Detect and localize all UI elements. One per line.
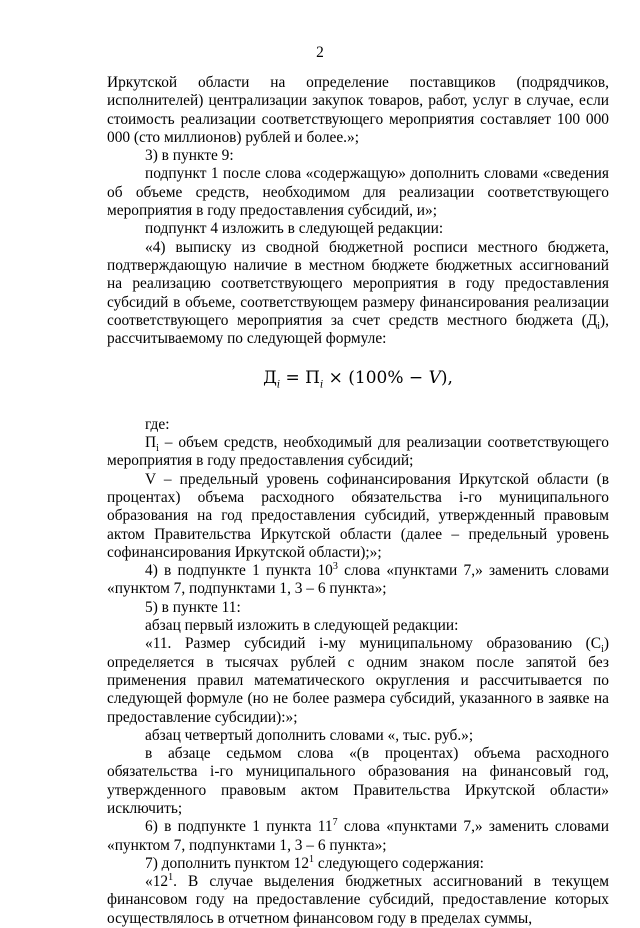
page-number: 2 — [316, 44, 324, 61]
paragraph-9: 4) в подпункте 1 пункта $10^3$ слова «пунктами 7,» заменить словами «пунктом 7, подпунктами 1, 3 – 6 пункта»; — [107, 561, 610, 598]
paragraph-16: 7) дополнить пунктом $12^1$ следующего содержания: — [145, 853, 484, 872]
paragraph-2: 3) в пункте 9: — [145, 147, 234, 165]
paragraph-13: абзац четвертый дополнить словами «, тыс. руб.»; — [145, 726, 474, 744]
paragraph-3: подпункт 1 после слова «содержащую» дополнить словами «сведения об объеме средств, необходимом для реализации соответствующего мероприятия в году предоставления субсидий, и»; — [107, 165, 609, 220]
paragraph-14: в абзаце седьмом слова «(в процентах) объема расходного обязательства i-го муниципального образования на финансовый год, утвержденного правовым актом Правительства Иркутской области» исключить; — [107, 745, 609, 817]
formula: $Д_i = П_i \times (100\% - V)$, — [263, 368, 453, 391]
paragraph-4: подпункт 4 изложить в следующей редакции: — [145, 220, 444, 238]
paragraph-8: V – предельный уровень софинансирования Иркутской области (в процентах) объема расходного обязательства i-го муниципального образования на год предоставления субсидий, утвержденный правовым актом Правительства Иркутской области (далее – предельный уровень софинансирования Иркутской области);»; — [107, 470, 609, 561]
paragraph-6: где: — [145, 415, 170, 433]
paragraph-12: «11. Размер субсидий i-му муниципальному образованию $(С_i)$ определяется в тысячах рублей с одним знаком после запятой без применения правил математического округления и рассчитывается по следующей формуле (но не более размера субсидий, указанного в заявке на предоставление субсидии):»; — [107, 635, 609, 726]
paragraph-17: «$12^1$. В случае выделения бюджетных ассигнований в текущем финансовом году на предоставление субсидий, предоставление которых осуществлялось в отчетном финансовом году в пределах суммы, — [107, 872, 609, 927]
paragraph-5: «4) выписку из сводной бюджетной росписи местного бюджета, подтверждающую наличие в местном бюджете бюджетных ассигнований на реализацию соответствующего мероприятия в году предоставления субсидий в объеме, соответствующем размеру финансирования реализации соответствующего мероприятия за счет средств местного бюджета $(Д_i)$, рассчитываемому по следующей формуле: — [107, 238, 609, 348]
paragraph-10: 5) в пункте 11: — [145, 598, 241, 616]
paragraph-15: 6) в подпункте 1 пункта $11^7$ слова «пунктами 7,» заменить словами «пунктом 7, подпунктами 1, 3 – 6 пункта»; — [107, 817, 609, 854]
document-body — [107, 74, 609, 928]
paragraph-7: $П_i$ – объем средств, необходимый для реализации соответствующего мероприятия в году предоставления субсидий; — [107, 434, 609, 470]
paragraph-1: Иркутской области на определение поставщиков (подрядчиков, исполнителей) централизации закупок товаров, работ, услуг в случае, если стоимость реализации соответствующего мероприятия составляет 100 000 000 (сто миллионов) рублей и более.»; — [107, 74, 609, 146]
paragraph-11: абзац первый изложить в следующей редакции: — [145, 617, 459, 635]
